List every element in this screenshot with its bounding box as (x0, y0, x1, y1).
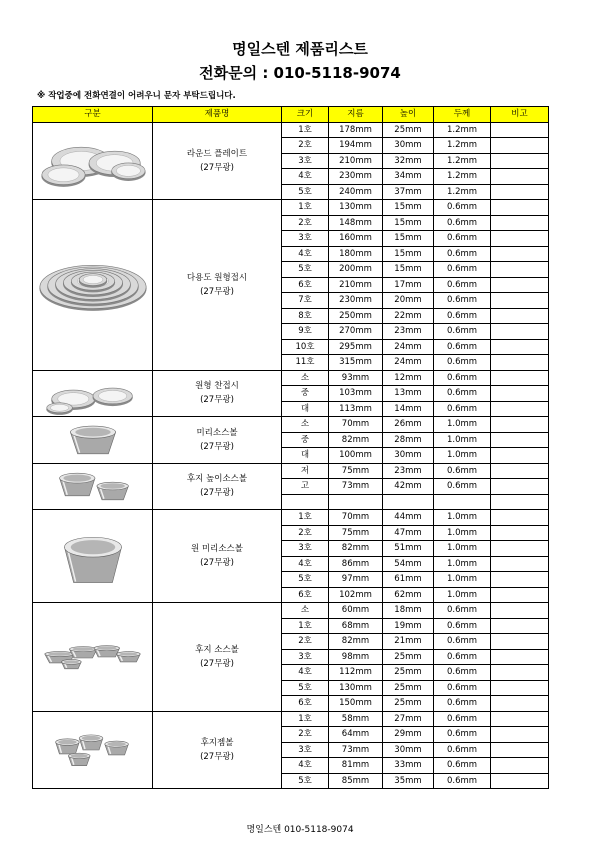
thickness-cell: 1.2mm (434, 153, 491, 169)
height-cell: 14mm (383, 401, 434, 417)
header-category: 구분 (33, 107, 153, 123)
remarks-cell (491, 324, 549, 340)
bowl-shape (79, 735, 103, 750)
bowl-shape (104, 741, 128, 755)
size-cell: 5호 (282, 680, 329, 696)
product-finish-note: (27무광) (200, 395, 234, 406)
thickness-cell: 0.6mm (434, 293, 491, 309)
remarks-cell (491, 262, 549, 278)
plate-shape (92, 388, 132, 406)
thickness-cell: 0.6mm (434, 649, 491, 665)
diameter-cell: 82mm (329, 634, 383, 650)
height-cell: 15mm (383, 246, 434, 262)
diameter-cell: 270mm (329, 324, 383, 340)
thickness-cell (434, 494, 491, 510)
multipurpose-plate-image (34, 201, 152, 370)
remarks-cell (491, 200, 549, 216)
remarks-cell (491, 169, 549, 185)
bowl-shape (93, 645, 119, 656)
size-cell: 대 (282, 401, 329, 417)
product-name: 미리소스볼 (196, 427, 238, 438)
height-cell: 25mm (383, 122, 434, 138)
remarks-cell (491, 618, 549, 634)
diameter-cell: 103mm (329, 386, 383, 402)
size-cell: 10호 (282, 339, 329, 355)
diameter-cell: 130mm (329, 680, 383, 696)
thickness-cell: 0.6mm (434, 277, 491, 293)
phone-heading: 전화문의 : 010-5118-9074 (199, 64, 401, 82)
size-cell: 3호 (282, 649, 329, 665)
diameter-cell: 130mm (329, 200, 383, 216)
height-cell: 15mm (383, 262, 434, 278)
height-cell: 62mm (383, 587, 434, 603)
height-cell: 18mm (383, 603, 434, 619)
diameter-cell: 86mm (329, 556, 383, 572)
diameter-cell: 85mm (329, 773, 383, 789)
header-product-name: 제품명 (153, 107, 282, 123)
remarks-cell (491, 587, 549, 603)
thickness-cell: 1.0mm (434, 510, 491, 526)
diameter-cell: 150mm (329, 696, 383, 712)
size-cell: 8호 (282, 308, 329, 324)
thickness-cell: 1.2mm (434, 122, 491, 138)
remarks-cell (491, 122, 549, 138)
plate-shape (111, 163, 145, 181)
thickness-cell: 0.6mm (434, 200, 491, 216)
table-row (33, 370, 549, 386)
diameter-cell: 230mm (329, 169, 383, 185)
thickness-cell: 0.6mm (434, 634, 491, 650)
plate-shape (41, 165, 85, 187)
thickness-cell: 0.6mm (434, 603, 491, 619)
thickness-cell: 1.0mm (434, 556, 491, 572)
thickness-cell: 1.0mm (434, 587, 491, 603)
product-image-cell (33, 603, 153, 712)
product-image-cell (33, 463, 153, 510)
product-name-cell (153, 603, 282, 712)
remarks-cell (491, 742, 549, 758)
thickness-cell: 1.2mm (434, 138, 491, 154)
height-cell: 20mm (383, 293, 434, 309)
size-cell: 중 (282, 432, 329, 448)
product-finish-note: (27무광) (200, 658, 234, 669)
size-cell: 3호 (282, 231, 329, 247)
remarks-cell (491, 386, 549, 402)
size-cell: 중 (282, 386, 329, 402)
diameter-cell: 102mm (329, 587, 383, 603)
size-cell: 고 (282, 479, 329, 495)
diameter-cell: 210mm (329, 277, 383, 293)
size-cell: 소 (282, 603, 329, 619)
remarks-cell (491, 479, 549, 495)
thickness-cell: 0.6mm (434, 215, 491, 231)
diameter-cell: 97mm (329, 572, 383, 588)
remarks-cell (491, 293, 549, 309)
remarks-cell (491, 711, 549, 727)
table-row (33, 122, 549, 138)
product-name: 후지젬볼 (200, 737, 234, 748)
remarks-cell (491, 696, 549, 712)
size-cell: 2호 (282, 525, 329, 541)
height-cell: 28mm (383, 432, 434, 448)
remarks-cell (491, 510, 549, 526)
size-cell: 11호 (282, 355, 329, 371)
height-cell: 34mm (383, 169, 434, 185)
diameter-cell: 112mm (329, 665, 383, 681)
page-title: 명일스텐 제품리스트 (232, 40, 368, 58)
height-cell: 24mm (383, 339, 434, 355)
diameter-cell (329, 494, 383, 510)
remarks-cell (491, 277, 549, 293)
size-cell: 4호 (282, 665, 329, 681)
size-cell: 5호 (282, 572, 329, 588)
thickness-cell: 0.6mm (434, 262, 491, 278)
remarks-cell (491, 556, 549, 572)
bowl-shape (69, 646, 97, 657)
thickness-cell: 0.6mm (434, 246, 491, 262)
thickness-cell: 0.6mm (434, 758, 491, 774)
table-row (33, 711, 549, 727)
size-cell: 5호 (282, 773, 329, 789)
remarks-cell (491, 758, 549, 774)
diameter-cell: 64mm (329, 727, 383, 743)
size-cell: 1호 (282, 200, 329, 216)
footer-text: 명일스텐 010-5118-9074 (246, 825, 354, 835)
product-name-cell (153, 200, 282, 371)
diameter-cell: 160mm (329, 231, 383, 247)
product-name: 후지 높이소스볼 (186, 474, 248, 485)
height-cell: 29mm (383, 727, 434, 743)
size-cell: 4호 (282, 556, 329, 572)
product-finish-note: (27무광) (200, 558, 234, 568)
size-cell: 2호 (282, 138, 329, 154)
thickness-cell: 0.6mm (434, 386, 491, 402)
remarks-cell (491, 401, 549, 417)
remarks-cell (491, 680, 549, 696)
height-cell (383, 494, 434, 510)
table-row (33, 463, 549, 479)
remarks-cell (491, 525, 549, 541)
won-miri-sauce-bowl-image (34, 511, 152, 602)
diameter-cell: 240mm (329, 184, 383, 200)
thickness-cell: 0.6mm (434, 479, 491, 495)
bowl-shape (116, 651, 140, 661)
diameter-cell: 73mm (329, 479, 383, 495)
thickness-cell: 0.6mm (434, 696, 491, 712)
remarks-cell (491, 773, 549, 789)
size-cell: 2호 (282, 727, 329, 743)
size-cell: 9호 (282, 324, 329, 340)
diameter-cell: 315mm (329, 355, 383, 371)
diameter-cell: 250mm (329, 308, 383, 324)
size-cell: 6호 (282, 277, 329, 293)
table-row (33, 200, 549, 216)
size-cell: 3호 (282, 541, 329, 557)
height-cell: 25mm (383, 696, 434, 712)
height-cell: 42mm (383, 479, 434, 495)
size-cell: 소 (282, 417, 329, 433)
size-cell: 3호 (282, 153, 329, 169)
product-image-cell (33, 122, 153, 200)
diameter-cell: 81mm (329, 758, 383, 774)
product-finish-note: (27무광) (200, 751, 234, 762)
size-cell: 3호 (282, 742, 329, 758)
diameter-cell: 75mm (329, 463, 383, 479)
size-cell: 4호 (282, 758, 329, 774)
diameter-cell: 98mm (329, 649, 383, 665)
round-plate-image (34, 123, 152, 199)
size-cell: 1호 (282, 122, 329, 138)
diameter-cell: 93mm (329, 370, 383, 386)
bowl-shape (64, 537, 121, 582)
remarks-cell (491, 432, 549, 448)
header-diameter: 지름 (329, 107, 383, 123)
product-name-cell (153, 510, 282, 603)
thickness-cell: 0.6mm (434, 463, 491, 479)
product-name-cell (153, 122, 282, 200)
thickness-cell: 1.0mm (434, 448, 491, 464)
size-cell (282, 494, 329, 510)
table-row (33, 417, 549, 433)
table-header-row (33, 107, 549, 123)
height-cell: 24mm (383, 355, 434, 371)
size-cell: 1호 (282, 510, 329, 526)
diameter-cell: 295mm (329, 339, 383, 355)
remarks-cell (491, 231, 549, 247)
remarks-cell (491, 355, 549, 371)
product-name-cell (153, 370, 282, 417)
diameter-cell: 180mm (329, 246, 383, 262)
product-image-cell (33, 510, 153, 603)
product-finish-note: (27무광) (200, 441, 234, 452)
product-name-cell (153, 463, 282, 510)
table-row (33, 603, 549, 619)
size-cell: 대 (282, 448, 329, 464)
remarks-cell (491, 339, 549, 355)
diameter-cell: 73mm (329, 742, 383, 758)
notice-text: ※ 작업중에 전화연결이 어려우니 문자 부탁드립니다. (37, 91, 236, 101)
bowl-shape (59, 473, 94, 496)
product-table (32, 106, 549, 789)
height-cell: 33mm (383, 758, 434, 774)
height-cell: 30mm (383, 448, 434, 464)
height-cell: 54mm (383, 556, 434, 572)
height-cell: 25mm (383, 649, 434, 665)
remarks-cell (491, 153, 549, 169)
thickness-cell: 0.6mm (434, 324, 491, 340)
remarks-cell (491, 572, 549, 588)
diameter-cell: 70mm (329, 510, 383, 526)
product-image-cell (33, 200, 153, 371)
product-finish-note: (27무광) (200, 488, 234, 499)
fuji-tall-sauce-bowl-image (34, 464, 152, 509)
bowl-shape (70, 426, 115, 454)
product-name: 후지 소스볼 (195, 644, 239, 655)
plate-shape (78, 273, 107, 287)
diameter-cell: 230mm (329, 293, 383, 309)
height-cell: 21mm (383, 634, 434, 650)
product-image-cell (33, 370, 153, 417)
thickness-cell: 0.6mm (434, 665, 491, 681)
thickness-cell: 1.2mm (434, 169, 491, 185)
height-cell: 13mm (383, 386, 434, 402)
remarks-cell (491, 448, 549, 464)
size-cell: 6호 (282, 696, 329, 712)
bowl-shape (55, 739, 79, 754)
diameter-cell: 200mm (329, 262, 383, 278)
height-cell: 17mm (383, 277, 434, 293)
diameter-cell: 68mm (329, 618, 383, 634)
diameter-cell: 100mm (329, 448, 383, 464)
remarks-cell (491, 634, 549, 650)
remarks-cell (491, 138, 549, 154)
product-name: 다용도 원형접시 (186, 272, 248, 283)
product-name: 라운드 플레이트 (186, 148, 248, 159)
diameter-cell: 75mm (329, 525, 383, 541)
bowl-shape (96, 482, 127, 500)
height-cell: 15mm (383, 215, 434, 231)
remarks-cell (491, 665, 549, 681)
thickness-cell: 0.6mm (434, 680, 491, 696)
height-cell: 30mm (383, 742, 434, 758)
product-finish-note: (27무광) (200, 162, 234, 173)
remarks-cell (491, 417, 549, 433)
height-cell: 27mm (383, 711, 434, 727)
thickness-cell: 1.0mm (434, 525, 491, 541)
header-thickness: 두께 (434, 107, 491, 123)
product-image-cell (33, 711, 153, 789)
remarks-cell (491, 184, 549, 200)
diameter-cell: 148mm (329, 215, 383, 231)
height-cell: 12mm (383, 370, 434, 386)
product-finish-note: (27무광) (200, 286, 234, 297)
height-cell: 25mm (383, 680, 434, 696)
bowl-shape (61, 659, 81, 668)
size-cell: 1호 (282, 618, 329, 634)
size-cell: 6호 (282, 587, 329, 603)
thickness-cell: 0.6mm (434, 308, 491, 324)
thickness-cell: 0.6mm (434, 742, 491, 758)
thickness-cell: 1.0mm (434, 572, 491, 588)
size-cell: 2호 (282, 215, 329, 231)
size-cell: 4호 (282, 246, 329, 262)
product-name: 원형 찬접시 (195, 381, 239, 392)
remarks-cell (491, 541, 549, 557)
bowl-shape (68, 753, 90, 766)
thickness-cell: 0.6mm (434, 355, 491, 371)
height-cell: 26mm (383, 417, 434, 433)
size-cell: 2호 (282, 634, 329, 650)
header-remarks: 비고 (491, 107, 549, 123)
height-cell: 15mm (383, 200, 434, 216)
size-cell: 5호 (282, 262, 329, 278)
remarks-cell (491, 727, 549, 743)
fuji-sauce-bowl-image (34, 604, 152, 711)
remarks-cell (491, 308, 549, 324)
header-height: 높이 (383, 107, 434, 123)
diameter-cell: 58mm (329, 711, 383, 727)
height-cell: 23mm (383, 324, 434, 340)
remarks-cell (491, 603, 549, 619)
thickness-cell: 0.6mm (434, 727, 491, 743)
height-cell: 32mm (383, 153, 434, 169)
height-cell: 22mm (383, 308, 434, 324)
diameter-cell: 210mm (329, 153, 383, 169)
product-name-cell (153, 417, 282, 464)
remarks-cell (491, 463, 549, 479)
diameter-cell: 60mm (329, 603, 383, 619)
miri-sauce-bowl-image (34, 418, 152, 463)
remarks-cell (491, 494, 549, 510)
height-cell: 47mm (383, 525, 434, 541)
thickness-cell: 0.6mm (434, 618, 491, 634)
diameter-cell: 70mm (329, 417, 383, 433)
fuji-gem-bowl-image (34, 712, 152, 788)
table-row (33, 510, 549, 526)
side-dish-plate-image (34, 371, 152, 416)
remarks-cell (491, 370, 549, 386)
header-size: 크기 (282, 107, 329, 123)
size-cell: 1호 (282, 711, 329, 727)
remarks-cell (491, 215, 549, 231)
product-image-cell (33, 417, 153, 464)
thickness-cell: 0.6mm (434, 339, 491, 355)
height-cell: 61mm (383, 572, 434, 588)
diameter-cell: 178mm (329, 122, 383, 138)
height-cell: 51mm (383, 541, 434, 557)
size-cell: 소 (282, 370, 329, 386)
thickness-cell: 1.0mm (434, 417, 491, 433)
product-name-cell (153, 711, 282, 789)
thickness-cell: 0.6mm (434, 231, 491, 247)
height-cell: 23mm (383, 463, 434, 479)
remarks-cell (491, 649, 549, 665)
thickness-cell: 0.6mm (434, 711, 491, 727)
size-cell: 7호 (282, 293, 329, 309)
diameter-cell: 82mm (329, 432, 383, 448)
diameter-cell: 194mm (329, 138, 383, 154)
height-cell: 19mm (383, 618, 434, 634)
thickness-cell: 0.6mm (434, 773, 491, 789)
thickness-cell: 0.6mm (434, 401, 491, 417)
thickness-cell: 0.6mm (434, 370, 491, 386)
height-cell: 30mm (383, 138, 434, 154)
height-cell: 25mm (383, 665, 434, 681)
height-cell: 37mm (383, 184, 434, 200)
height-cell: 35mm (383, 773, 434, 789)
product-name: 원 미리소스볼 (191, 544, 243, 554)
size-cell: 4호 (282, 169, 329, 185)
remarks-cell (491, 246, 549, 262)
thickness-cell: 1.2mm (434, 184, 491, 200)
height-cell: 15mm (383, 231, 434, 247)
height-cell: 44mm (383, 510, 434, 526)
plate-shape (46, 403, 73, 415)
size-cell: 저 (282, 463, 329, 479)
diameter-cell: 82mm (329, 541, 383, 557)
thickness-cell: 1.0mm (434, 541, 491, 557)
thickness-cell: 1.0mm (434, 432, 491, 448)
size-cell: 5호 (282, 184, 329, 200)
diameter-cell: 113mm (329, 401, 383, 417)
